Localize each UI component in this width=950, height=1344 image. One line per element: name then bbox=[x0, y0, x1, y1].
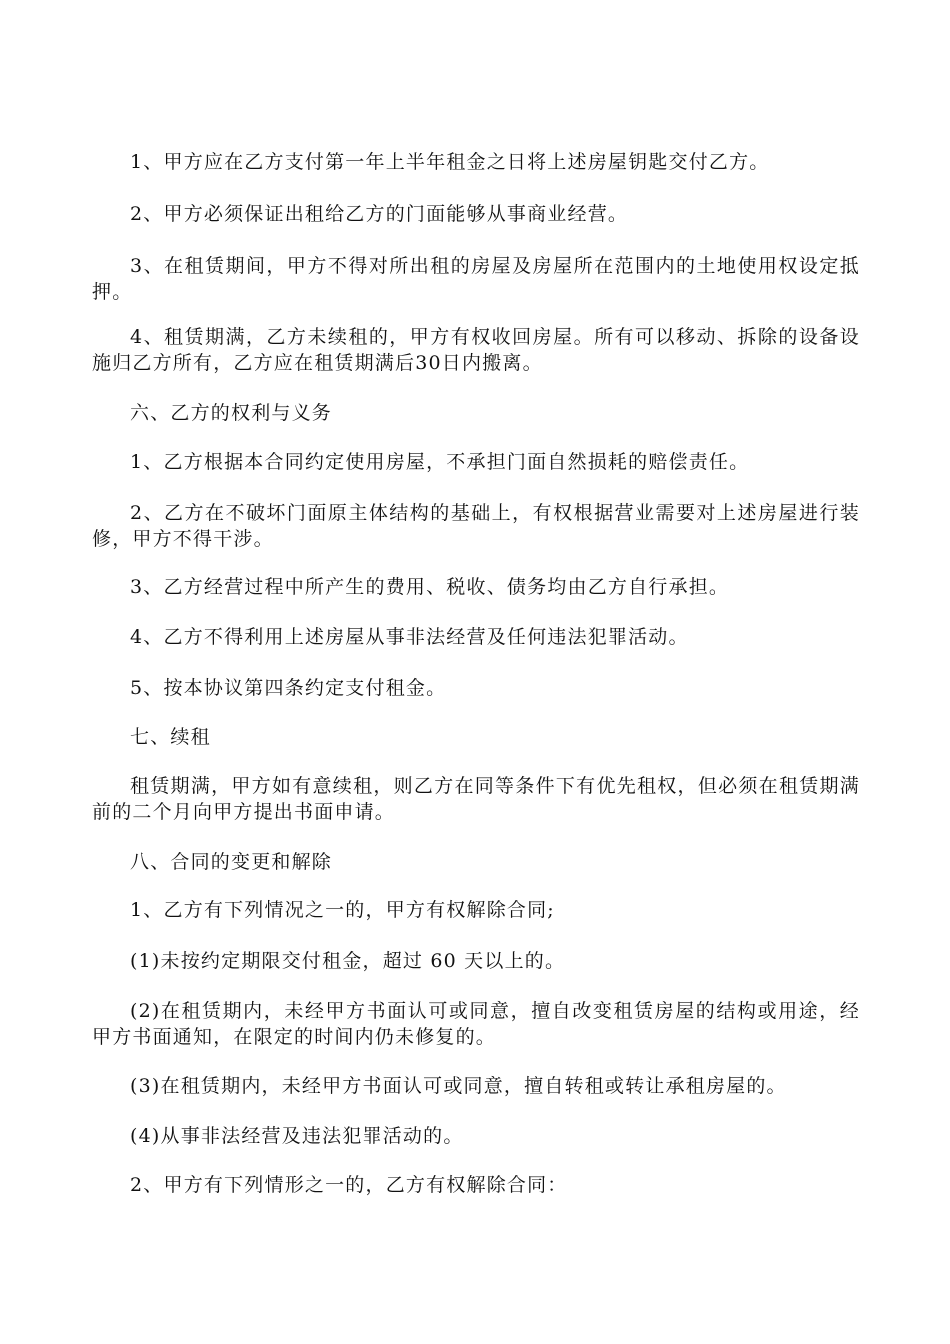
paragraph-17: (3)在租赁期内，未经甲方书面认可或同意，擅自转租或转让承租房屋的。 bbox=[130, 1075, 787, 1097]
paragraph-4: 4、租赁期满，乙方未续租的，甲方有权收回房屋。所有可以移动、拆除的设备设施归乙方所有，乙方应在租赁期满后30日内搬离。 bbox=[92, 326, 860, 374]
section-heading-8: 八、合同的变更和解除 bbox=[130, 851, 333, 873]
paragraph-10: 5、按本协议第四条约定支付租金。 bbox=[130, 677, 447, 699]
paragraph-19: 2、甲方有下列情形之一的，乙方有权解除合同： bbox=[130, 1174, 568, 1196]
paragraph-8: 3、乙方经营过程中所产生的费用、税收、债务均由乙方自行承担。 bbox=[130, 576, 730, 598]
paragraph-18: (4)从事非法经营及违法犯罪活动的。 bbox=[130, 1125, 464, 1147]
paragraph-12: 租赁期满，甲方如有意续租，则乙方在同等条件下有优先租权，但必须在租赁期满前的二个月向甲方提出书面申请。 bbox=[92, 775, 860, 823]
paragraph-2: 2、甲方必须保证出租给乙方的门面能够从事商业经营。 bbox=[130, 203, 629, 225]
paragraph-9: 4、乙方不得利用上述房屋从事非法经营及任何违法犯罪活动。 bbox=[130, 626, 689, 648]
paragraph-1: 1、甲方应在乙方支付第一年上半年租金之日将上述房屋钥匙交付乙方。 bbox=[130, 151, 770, 173]
paragraph-7: 2、乙方在不破坏门面原主体结构的基础上，有权根据营业需要对上述房屋进行装修，甲方不得干涉。 bbox=[92, 502, 860, 550]
paragraph-15: (1)未按约定期限交付租金，超过 60 天以上的。 bbox=[130, 950, 566, 972]
paragraph-6: 1、乙方根据本合同约定使用房屋，不承担门面自然损耗的赔偿责任。 bbox=[130, 451, 750, 473]
section-heading-6: 六、乙方的权利与义务 bbox=[130, 402, 333, 424]
paragraph-3: 3、在租赁期间，甲方不得对所出租的房屋及房屋所在范围内的土地使用权设定抵押。 bbox=[92, 255, 860, 303]
paragraph-14: 1、乙方有下列情况之一的，甲方有权解除合同; bbox=[130, 899, 555, 921]
section-heading-7: 七、续租 bbox=[130, 726, 211, 748]
paragraph-16: (2)在租赁期内，未经甲方书面认可或同意，擅自改变租赁房屋的结构或用途，经甲方书面通知，在限定的时间内仍未修复的。 bbox=[92, 1000, 860, 1048]
